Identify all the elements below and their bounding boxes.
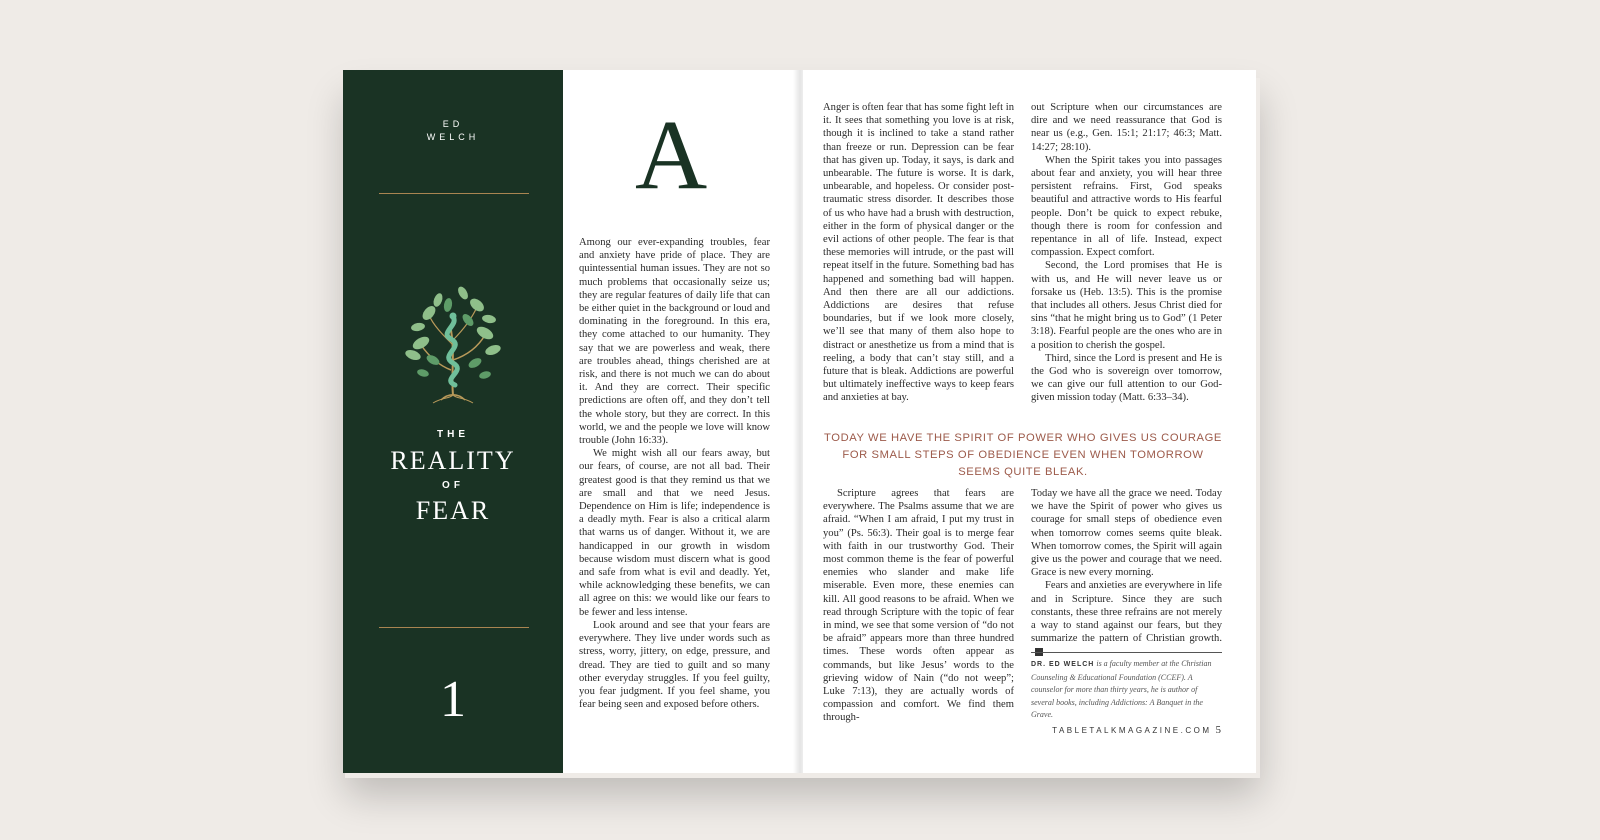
right-bottom-column-2 — [1031, 487, 1222, 659]
gold-rule-bottom — [379, 627, 529, 628]
opener-panel — [343, 70, 563, 773]
magazine-spread — [343, 70, 1256, 773]
paragraph: Third, since the Lord is present and He is the God who is sovereign over tomorrow, we can give our full attention to our God-given mission today (Matt. 6:33–34). — [1031, 352, 1222, 404]
paragraph: Scripture agrees that fears are everywhere. The Psalms assume that we are afraid. “When I am afraid, I put my trust in you” (Ps. 56:3). Their goal is to merge fear with faith in our trustworthy God. Their most common theme is the fear of powerful enemies who slander and make life miserable. Even more, these enemies can kill. All good reasons to be afraid. When we read through Scripture with the topic of fear in mind, we see that some version of “do not be afraid” appears more than three hundred times. These words often appear as commands, but like Jesus’ words to the grieving widow of Nain (“do not weep”; Luke 7:13), they are actually words of compassion and comfort. We find them through- — [823, 488, 1014, 724]
author-word: WELCH — [426, 132, 480, 142]
paragraph: Anger is often fear that has some fight left in it. It sees that something you love is at risk, though it is inclined to take a stand rather than freeze or run. Depression can be fear that has given up. Today, it says, is dark and unbearable. The future is worse. It is dark, unbearable, and hopeless. Or consider post-traumatic stress disorder. It describes those of us who have had a brush with destruction, either in the form of physical danger or the evil actions of other people. The fear is that these memories will intrude, or the past will repeat itself in the future. Something bad has happened and something bad will happen. And then there are all our addictions. Addictions are desires that refuse boundaries, but if we look more closely, we’ll see that many of them also hope to distract or anesthetize us from a mind that is reeling, a body that can’t stay still, and a future that is bleak. Addictions are powerful but ultimately ineffective ways to keep fears and anxieties at bay. — [823, 102, 1014, 404]
left-page — [343, 70, 803, 773]
title-reality: REALITY — [390, 446, 516, 475]
paragraph: Second, the Lord promises that He is with us, and He will never leave us or forsake us (Heb. 13:5). This is the promise that includes all others. Jesus Christ died for sins “that he might bring us to God” (1 Peter 3:18). Fearful people are the ones who are in a position to cherish the gospel. — [1031, 260, 1222, 351]
pull-quote: TODAY WE HAVE THE SPIRIT OF POWER WHO GIVES US COURAGE FOR SMALL STEPS OF OBEDIENCE EVEN WHEN TOMORROW SEEMS QUITE BLEAK. — [824, 432, 1222, 478]
paragraph-text: Fears and anxieties are everywhere in life and in Scripture. Since they are such constants, these three refrains are not merely a way to stand against our fears, but they summarize the pattern of Christian growth. — [1031, 580, 1222, 645]
author-bio — [1031, 658, 1222, 722]
right-top-column-2 — [1031, 101, 1222, 405]
right-bottom-column-1 — [823, 487, 1014, 725]
paragraph: Today we have all the grace we need. Today we have the Spirit of power who gives us courage for small steps of obedience even when tomorrow comes seems quite bleak. When tomorrow comes, the Spirit will again give us the power and courage that we need. Grace is new every morning. — [1031, 488, 1222, 579]
page-footer — [1052, 724, 1221, 736]
title-of: OF — [442, 480, 464, 491]
left-body-column — [579, 236, 770, 711]
title-fear: FEAR — [415, 496, 491, 525]
paragraph: out Scripture when our circumstances are dire and we need reassurance that God is near us (e.g., Gen. 15:1; 21:17; 46:3; Matt. 14:27; 28:10). — [1031, 102, 1222, 153]
right-top-column-1 — [823, 101, 1014, 405]
article-title — [343, 430, 563, 531]
paragraph: Among our ever-expanding troubles, fear and anxiety have pride of place. They are quintessential human issues. They are not so much problems that occasionally seize us; they are regular features of daily life that can be either quiet in the background or loud and dominating in the foreground. In this era, they come attached to our humanity. They say that we are powerless and weak, there are troubles ahead, things cherished are at risk, and there is not much we can do about it. And they are correct. Their specific predictions are often off, and they don’t tell the whole story, but they are correct. In this world, we and the people we love will know trouble (John 16:33). — [579, 237, 770, 447]
title-the: THE — [437, 429, 469, 440]
paragraph: We might wish all our fears away, but our fears, of course, are not all bad. Their greatest good is that they remind us that we are small and that we need Jesus. Dependence on Him is life; independence is a deadly myth. Fear is also a critical alarm that warns us of danger. Without it, we are handicapped in our growth in wisdom because wisdom must discern what is good and safe from what is evil and deadly. Yet, while acknowledging these benefits, we can all agree on this: we would like our fears to be fewer and less intense. — [579, 448, 770, 618]
chapter-number: 1 — [440, 671, 466, 728]
right-page — [803, 70, 1256, 773]
author-name — [343, 118, 563, 144]
drop-cap: A — [635, 99, 708, 210]
paragraph — [1031, 579, 1222, 658]
gold-rule-top — [379, 193, 529, 194]
bio-text: is a faculty member at the Christian Counseling & Educational Foundation (CCEF). A counselor for more than thirty years, he is author of several books, including Addictions: A Banquet in the Grave. — [1031, 659, 1212, 719]
footer-site: TABLETALKMAGAZINE.COM — [1052, 726, 1212, 735]
bio-divider — [1031, 652, 1222, 653]
tree-serpent-illustration — [393, 275, 513, 415]
paragraph: Look around and see that your fears are everywhere. They live under words such as stress, worry, jittery, on edge, pressure, and dread. They are tied to guilt and so many other everyday struggles. If you feel guilty, you fear judgment. If you feel shame, you fear being seen and exposed before others. — [579, 619, 770, 711]
author-word: ED — [442, 119, 464, 129]
paragraph: When the Spirit takes you into passages about fear and anxiety, you will hear three persistent refrains. First, God speaks beautiful and attractive words to His fearful people. Don’t be quick to expect rebuke, though there is room for confession and repentance in all of life. Instead, expect compassion. Expect comfort. — [1031, 154, 1222, 259]
page-number: 5 — [1215, 724, 1221, 736]
bio-name: DR. ED WELCH — [1031, 661, 1095, 668]
